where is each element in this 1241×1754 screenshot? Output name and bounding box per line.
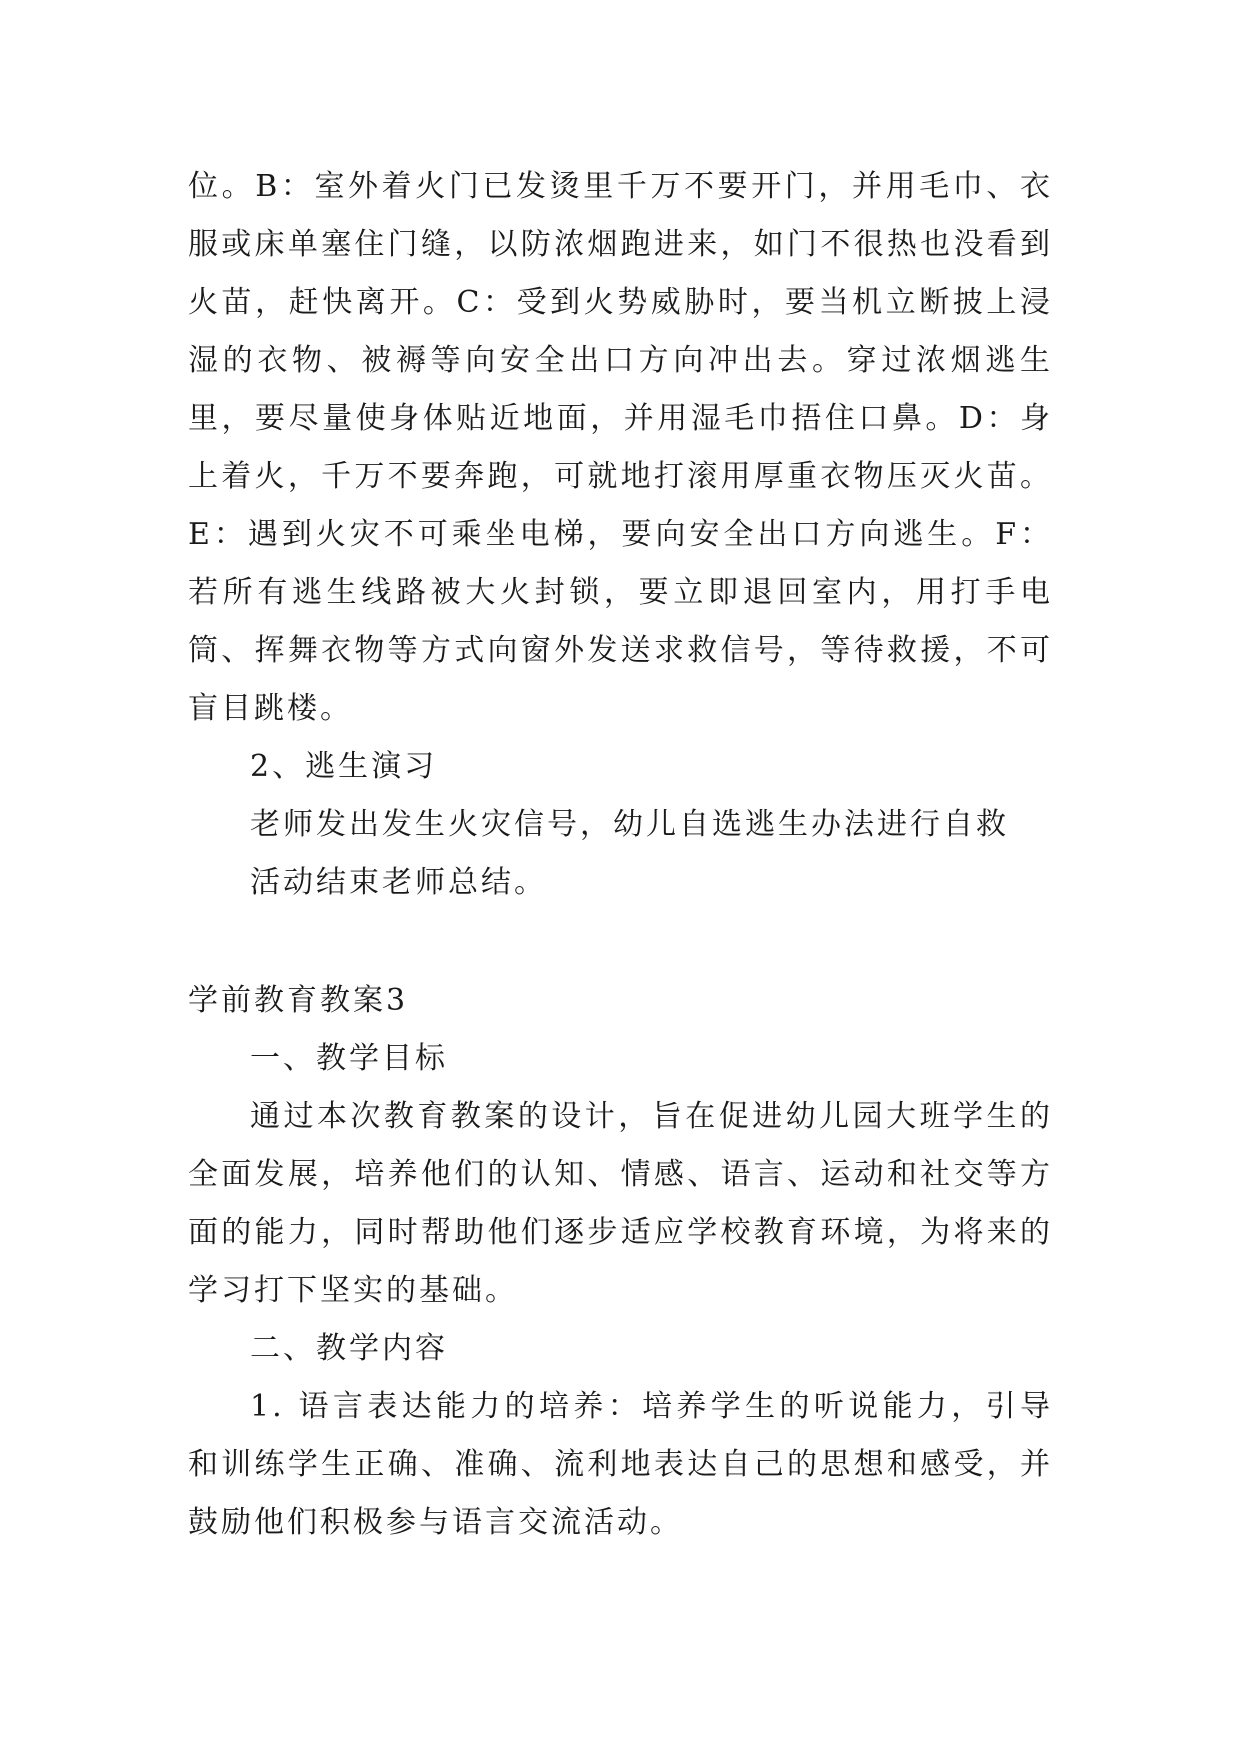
section-title: 学前教育教案3 xyxy=(188,983,409,1018)
paragraph-drill-instruction: 老师发出发生火灾信号，幼儿自选逃生办法进行自救 xyxy=(250,807,1009,842)
section-spacer xyxy=(188,912,1053,972)
heading-teaching-goals: 一、教学目标 xyxy=(250,1041,448,1076)
document-body xyxy=(188,158,1053,1552)
heading-teaching-content: 二、教学内容 xyxy=(250,1331,448,1366)
paragraph-activity-end: 活动结束老师总结。 xyxy=(250,865,547,900)
paragraph-escape-methods: 位。B：室外着火门已发烫里千万不要开门，并用毛巾、衣服或床单塞住门缝，以防浓烟跑进来，如门不很热也没看到火苗，赶快离开。C：受到火势威胁时，要当机立断披上浸湿的衣物、被褥等向安全出口方向冲出去。穿过浓烟逃生里，要尽量使身体贴近地面，并用湿毛巾捂住口鼻。D：身上着火，千万不要奔跑，可就地打滚用厚重衣物压灭火苗。E：遇到火灾不可乘坐电梯，要向安全出口方向逃生。F：若所有逃生线路被大火封锁，要立即退回室内，用打手电筒、挥舞衣物等方式向窗外发送求救信号，等待救援，不可盲目跳楼。 xyxy=(188,169,1053,726)
paragraph-escape-drill-heading: 2、逃生演习 xyxy=(250,749,438,784)
paragraph-teaching-goals: 通过本次教育教案的设计，旨在促进幼儿园大班学生的全面发展，培养他们的认知、情感、语言、运动和社交等方面的能力，同时帮助他们逐步适应学校教育环境，为将来的学习打下坚实的基础。 xyxy=(188,1099,1053,1308)
paragraph-language-ability: 1. 语言表达能力的培养：培养学生的听说能力，引导和训练学生正确、准确、流利地表达自己的思想和感受，并鼓励他们积极参与语言交流活动。 xyxy=(188,1389,1053,1540)
